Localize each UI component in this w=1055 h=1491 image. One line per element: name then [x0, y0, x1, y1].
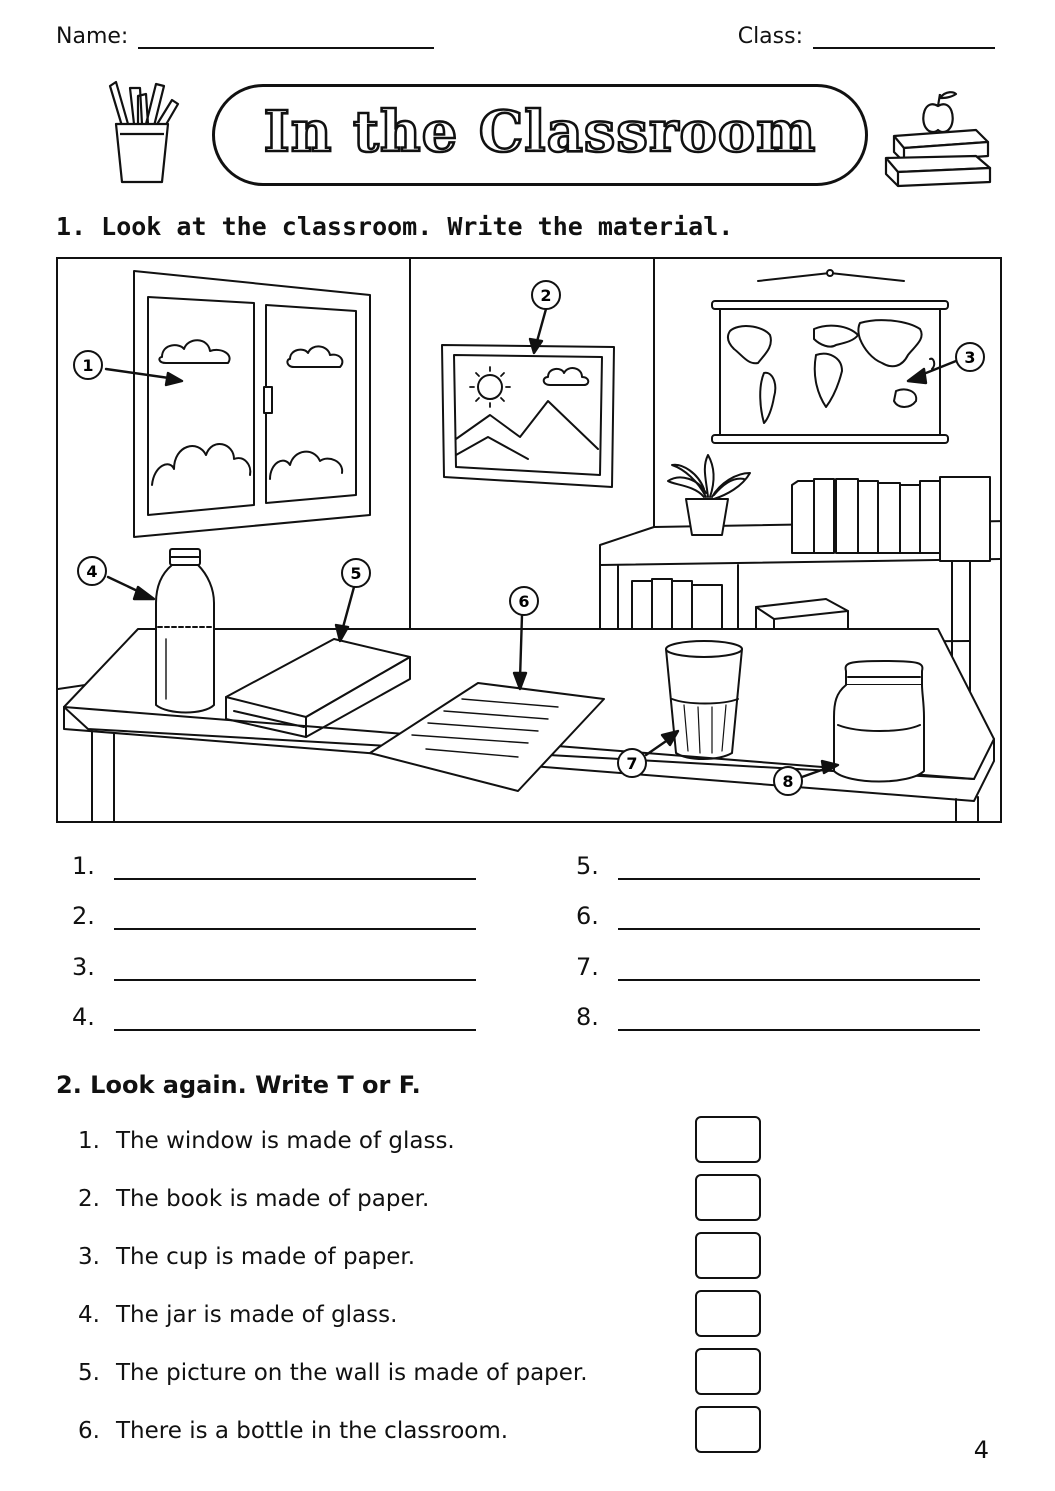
answer-write-line[interactable] [618, 1011, 980, 1031]
callout-2 [532, 281, 560, 309]
page-number: 4 [973, 1436, 989, 1464]
classroom-illustration [56, 257, 1002, 823]
plant [668, 455, 750, 535]
callout-5 [342, 559, 370, 587]
answer-line-7[interactable] [576, 953, 980, 981]
answer-write-line[interactable] [114, 1011, 476, 1031]
answer-number: 4. [72, 1003, 95, 1031]
answer-number: 1. [72, 852, 95, 880]
statement-6 [78, 1418, 508, 1444]
jar [834, 661, 924, 782]
name-write-line[interactable] [138, 25, 434, 49]
books-apple-icon [880, 76, 998, 190]
answer-line-8[interactable] [576, 1003, 980, 1031]
callout-4 [78, 557, 106, 585]
statement-number: 1. [78, 1128, 100, 1154]
callout-6 [510, 587, 538, 615]
svg-text:3: 3 [964, 348, 976, 367]
svg-text:5: 5 [350, 564, 362, 583]
answer-number: 3. [72, 953, 95, 981]
pencil-cup-icon [100, 78, 184, 190]
statement-text: The picture on the wall is made of paper. [116, 1360, 588, 1386]
tf-answer-box-3[interactable] [695, 1232, 761, 1279]
answer-write-line[interactable] [114, 910, 476, 930]
tf-answer-box-6[interactable] [695, 1406, 761, 1453]
tf-answer-box-2[interactable] [695, 1174, 761, 1221]
statement-text: The cup is made of paper. [116, 1244, 416, 1270]
answer-line-4[interactable] [72, 1003, 476, 1031]
answer-line-2[interactable] [72, 902, 476, 930]
exercise1-heading: 1. Look at the classroom. Write the material. [56, 212, 734, 241]
callout-1 [74, 351, 102, 379]
tf-answer-box-1[interactable] [695, 1116, 761, 1163]
tf-answer-box-5[interactable] [695, 1348, 761, 1395]
world-map [712, 270, 948, 443]
answer-write-line[interactable] [114, 860, 476, 880]
svg-text:2: 2 [540, 286, 552, 305]
answer-number: 7. [576, 953, 599, 981]
svg-text:8: 8 [782, 772, 794, 791]
answer-write-line[interactable] [114, 961, 476, 981]
statement-1 [78, 1128, 455, 1154]
statement-2 [78, 1186, 429, 1212]
statement-number: 3. [78, 1244, 100, 1270]
callout-8 [774, 767, 802, 795]
svg-text:1: 1 [82, 356, 94, 375]
answer-number: 5. [576, 852, 599, 880]
answer-line-5[interactable] [576, 852, 980, 880]
statement-text: The jar is made of glass. [116, 1302, 398, 1328]
name-label: Name: [56, 24, 129, 49]
class-write-line[interactable] [813, 25, 995, 49]
bottle [156, 549, 214, 713]
answer-write-line[interactable] [618, 910, 980, 930]
page-title: In the Classroom [263, 99, 817, 165]
statement-text: The book is made of paper. [116, 1186, 430, 1212]
statement-text: There is a bottle in the classroom. [116, 1418, 509, 1444]
window [134, 271, 370, 537]
answer-write-line[interactable] [618, 961, 980, 981]
title-banner [212, 84, 868, 186]
statement-4 [78, 1302, 397, 1328]
svg-text:6: 6 [518, 592, 530, 611]
statement-5 [78, 1360, 588, 1386]
header-row [56, 24, 995, 54]
exercise2-heading: 2. Look again. Write T or F. [56, 1071, 421, 1099]
class-field[interactable] [738, 24, 995, 49]
wall-picture [442, 345, 614, 487]
svg-text:7: 7 [626, 754, 638, 773]
answer-line-6[interactable] [576, 902, 980, 930]
callout-3 [956, 343, 984, 371]
statement-3 [78, 1244, 415, 1270]
answer-line-3[interactable] [72, 953, 476, 981]
statement-number: 2. [78, 1186, 100, 1212]
statement-number: 6. [78, 1418, 100, 1444]
answer-number: 2. [72, 902, 95, 930]
statement-number: 4. [78, 1302, 100, 1328]
tf-answer-box-4[interactable] [695, 1290, 761, 1337]
name-field[interactable] [56, 24, 434, 49]
answer-line-1[interactable] [72, 852, 476, 880]
statement-number: 5. [78, 1360, 100, 1386]
statement-text: The window is made of glass. [116, 1128, 455, 1154]
svg-text:4: 4 [86, 562, 98, 581]
class-label: Class: [737, 24, 803, 49]
answer-write-line[interactable] [618, 860, 980, 880]
answer-number: 8. [576, 1003, 599, 1031]
callout-7 [618, 749, 646, 777]
answer-number: 6. [576, 902, 599, 930]
